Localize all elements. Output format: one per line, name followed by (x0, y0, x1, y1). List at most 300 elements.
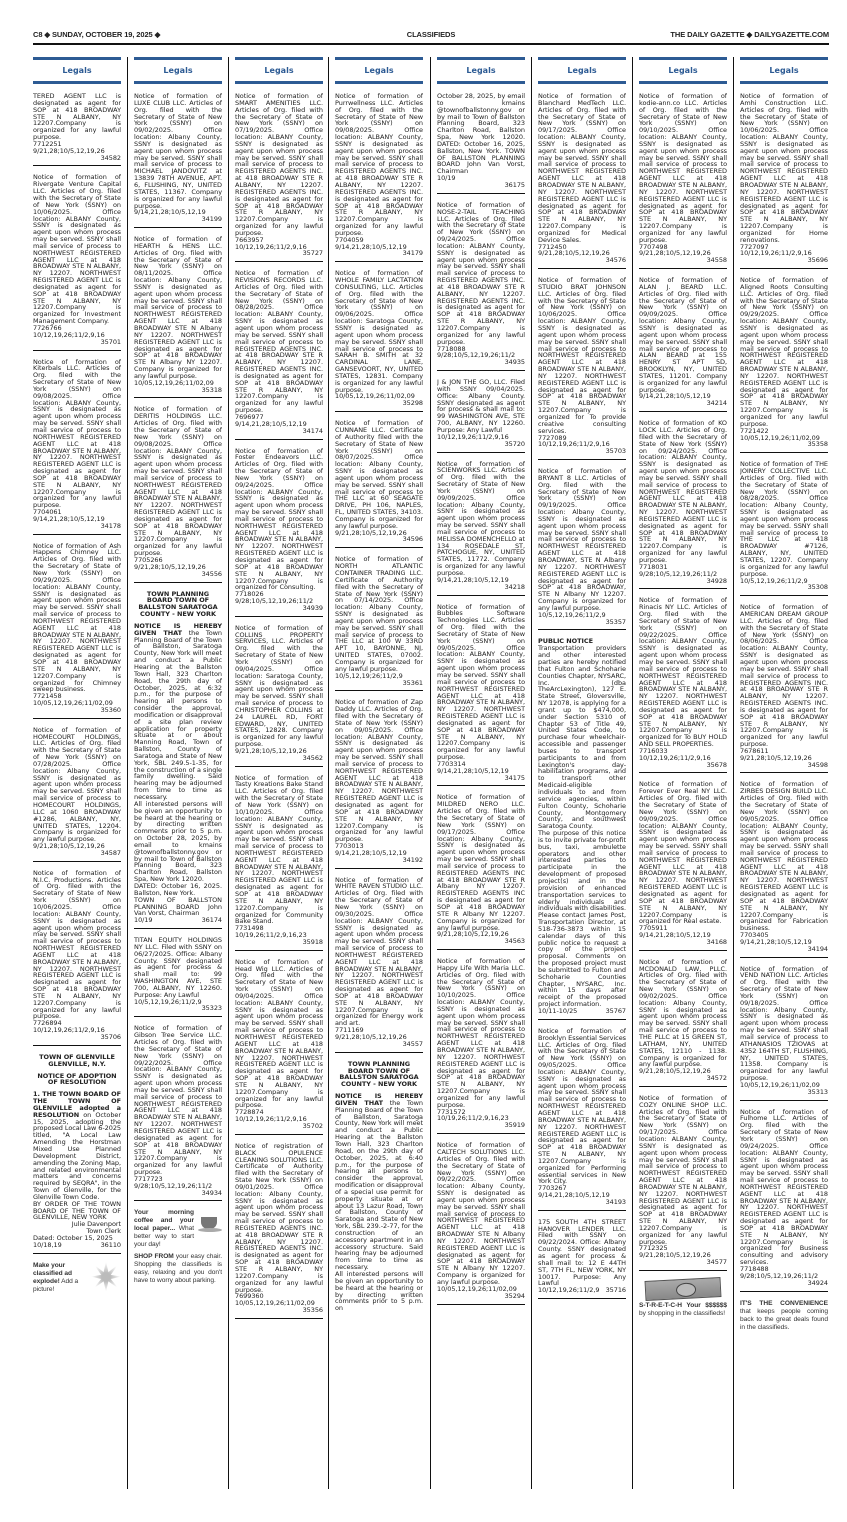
notice-text: Notice of formation of COLLINS PROPERTY SERVICES, LLC. Articles of Org. filed with the Secretary of State of New York (SSNY) on 09/04/2025. Office location: Saratoga County, SSNY is designated as agent upon whom process may be served. SSNY shall mail service of process to CHRISTOPHER COLLINS at 24 LAUREL RD, FORT EDWARD, NY, UNITED STATES, 12828. Company is organized for any lawful purpose. (235, 623, 323, 749)
notice-text (33, 1091, 121, 1201)
section-bar-bottom (134, 81, 222, 84)
notice-run-info (437, 1115, 525, 1129)
section-title: Legals (769, 66, 799, 75)
notice-heading: TOWN PLANNING BOARD TOWN OF BALLSTON SARATOGA COUNTY - NEW YORK (138, 589, 218, 619)
notice-run-info (538, 441, 626, 455)
notice-run-dates: 10/11-10/25 (538, 1007, 578, 1015)
page-header (33, 30, 829, 42)
section-bar-bottom (639, 81, 727, 84)
notice-id: 34192 (402, 855, 423, 864)
notice-run-dates: 9/21,28;10/5,12,19,26 (639, 249, 711, 258)
legal-notice (235, 625, 323, 767)
notice-run-info (134, 564, 222, 578)
ad-headline: Make your classified ad explode! (33, 1261, 72, 1285)
notice-run-dates: 9/14,21,28;10/5,12,19 (437, 575, 509, 584)
notice-run-info (740, 250, 828, 264)
legal-notice (33, 174, 121, 350)
notice-ref-number: 10/19 (437, 174, 456, 183)
notice-ref-number: 7699360 (235, 1292, 264, 1301)
notice-run-info (335, 1034, 423, 1048)
legal-notice (134, 236, 222, 398)
legal-notice (639, 597, 727, 773)
notice-run-dates: 9/28;10/5,12,19,26;11/2 (639, 569, 718, 578)
notice-run-info (235, 421, 323, 435)
notice-run-info (437, 1286, 525, 1300)
legal-notice (538, 638, 626, 1019)
notice-body: on October 15, 2025, adopting the proposed Local Law 6-2025 titled, "A Local Law Amending the Horstman Mixed Use Planned Development District, amending the Zoning Map, and related environmental matters and concerns required by SEQRA", in the Town of Glenville, for the Glenville Town Code. (33, 1110, 121, 1201)
notice-run-dates: 10/12,19,26;11/2,9,16 (740, 249, 812, 258)
legal-notice (134, 591, 222, 930)
notice-run-info (437, 931, 525, 945)
notice-id: 34558 (706, 256, 727, 265)
notice-text: Notice of formation of Blanchard MedTech LLC. Articles of Org. filed with the Secretary of State of New York (SSNY) on 09/17/2025. Office location: ALBANY County, SSNY is designated as agent upon whom process may be served. SSNY shall mail service of process to NORTHWEST REGISTERED AGENT LLC at 418 BROADWAY STE N ALBANY, NY 12207. NORTHWEST REGISTERED AGENT LLC is designated as agent for SOP at 418 BROADWAY STE N ALBANY, NY 12207.Company is organized for Medical Device Sales. (538, 92, 626, 244)
notice-run-info (33, 332, 121, 346)
legal-notice (134, 406, 222, 582)
notice-ref-number: 7703314 (437, 759, 466, 768)
notice-run-dates: 10/18,19 (33, 1240, 62, 1249)
notice-ref-number: 7663957 (235, 235, 264, 244)
column-divider (127, 57, 128, 1489)
notice-text: Notice of formation of VEND NATION LLC. Articles of Org. filed with the Secretary of State of New York (SSNY) on 09/18/2025. Office location: Albany County, SSNY is designated as agent upon whom process may be served. SSNY shall mail service of process to ATHANASIOS TZIOVAS at 4352 164TH ST, FLUSHING, NY, UNITED STATES, 11358. Company is organized for any lawful purpose. (740, 964, 828, 1083)
notice-id: 35703 (605, 447, 626, 456)
classified-ad (33, 1262, 121, 1294)
notice-lead: NOTICE IS HEREBY GIVEN THAT (134, 621, 222, 637)
notice-text-2: All interested persons will be given an opportunity to be heard at the hearing or by directing written comments prior to 5 p.m. on October 28, 2025, by email to kmains @townofballstonny.gov or by mail to Town of Ballston Planning Board, 323 Charlton Road, Ballston Spa, New York 12020. (134, 799, 222, 884)
notice-run-dates: 9/21,28;10/5,12,19,26 (639, 1067, 711, 1076)
ad-text (740, 1300, 828, 1332)
section-title: Legals (163, 66, 193, 75)
notice-id: 35361 (402, 678, 423, 687)
legals-column (335, 57, 423, 1489)
notice-id: 35706 (100, 1033, 121, 1041)
legal-notice (437, 604, 525, 787)
notice-run-info (33, 516, 121, 530)
notice-ref-number: 7721422 (740, 426, 769, 435)
notice-run-dates: 9/21,28;10/5,12,19,26 (33, 146, 105, 155)
notice-run-dates: 10/12,19,26;11/2,9,16 (235, 1115, 307, 1124)
legal-notice (134, 93, 222, 228)
legals-column (134, 57, 222, 1489)
notice-run-dates: 9/14,21,28;10/5,12,19 (740, 937, 812, 946)
notice-text: Notice of formation of Aligned Roots Consulting LLC. Articles of Org. filed with the Secretary of State of New York (SSNY) on 09/29/2025. Office location: ALBANY County, SSNY is designated as agent upon whom process may be served. SSNY shall mail service of process to NORTHWEST REGISTERED AGENT LLC at 418 BROADWAY STE N ALBANY, NY 12207. NORTHWEST REGISTERED AGENT LLC is designated as agent for SOP at 418 BROADWAY STE N ALBANY, NY 12207.Company is organized for any lawful purpose. (740, 276, 828, 428)
notice-id: 34178 (100, 521, 121, 530)
notice-run-info (235, 244, 323, 258)
notice-text: Notice of formation of ALAN J. BEARD LLC. Articles of Org. filed with the Secretary of State of New York (SSNY) on 09/09/2025. Office location: Albany County, SSNY is designated as agent upon whom process may be served. SSNY shall mail service of process to ALAN BEARD at 155 HENRY ST APT 5D, BROOKLYN, NY, UNITED STATES, 11201. Company is organized for any lawful purpose. (639, 276, 727, 394)
notice-ref-number: 7678611 (740, 746, 769, 755)
column-divider (328, 57, 329, 1489)
signer-name: Julie Davenport (71, 1220, 121, 1229)
legal-notice (335, 877, 423, 1053)
notice-ref-number: 7703267 (538, 1184, 567, 1193)
notice-run-dates: 10/12,19,26;11/2,9 (538, 1286, 600, 1295)
notice-id: 35727 (302, 249, 323, 258)
column-divider (733, 57, 734, 1489)
notice-run-dates: 10/5,12,19,26;11/2,9 (134, 997, 202, 1006)
legal-notice (335, 93, 423, 262)
notice-text: Notice of formation of Forever Ever Real NY LLC. Articles of Org. filed with the Secretary of State of New York (SSNY) on 09/09/2025. Office location: ALBANY County, SSNY is designated as agent upon whom process may be served. SSNY shall mail service of process to NORTHWEST REGISTERED AGENT LLC at 418 BROADWAY STE N ALBANY, NY 12207. NORTHWEST REGISTERED AGENT LLC is designated as agent for SOP at 418 BROADWAY STE N ALBANY, NY 12207.Company is organized for Real estate. (639, 780, 727, 926)
notice-run-dates: 9/28;10/5,12,19,26;11/2 (134, 1181, 213, 1190)
notice-run-dates: 10/12,19,26;11/2,9,16 (639, 753, 711, 762)
notice-run-info (740, 755, 828, 769)
notice-id: 35356 (302, 1306, 323, 1315)
notice-id: 36110 (100, 1240, 121, 1249)
legal-notice (235, 448, 323, 617)
notice-run-info (538, 1287, 626, 1294)
notice-run-dates: 9/21,28;10/5,12,19,26 (437, 930, 509, 939)
legal-notice (740, 604, 828, 773)
notice-id: 34576 (605, 256, 626, 265)
notice-run-dates: 9/21,28;10/5,12,19,26 (740, 753, 812, 762)
ad-headline-2: SHOP FROM (134, 1253, 174, 1261)
notice-ref-number: 7727097 (740, 242, 769, 251)
classified-ad (134, 1209, 222, 1285)
notice-run-info (235, 1116, 323, 1130)
legal-notice (538, 93, 626, 269)
coffee-cup-icon (198, 1209, 222, 1233)
notice-run-dates: 9/21,28;10/5,12,19,26 (134, 562, 206, 571)
notice-id: 35294 (504, 1291, 525, 1300)
notice-run-dates: 10/19,26;11/2,9,16,23 (235, 931, 307, 940)
legal-notice (235, 270, 323, 439)
notice-id: 35918 (302, 937, 323, 946)
legal-notice (235, 93, 323, 262)
notice-run-info (639, 1252, 727, 1266)
notice-run-info (740, 1082, 828, 1096)
legal-notice (740, 277, 828, 453)
notice-run-dates: 10/05,12,19,26;11/02,09 (134, 378, 214, 387)
legal-notice (639, 781, 727, 950)
notice-text: 175 SOUTH 4TH STREET HANOVER LENDER LLC. Filed with SSNY on 09/22/2024. Office: Albany County. SSNY designated as agent for process & shall mail to: 12 E 44TH ST, 7TH FL, NEW YORK, NY 10017. Purpose: Any Lawful (538, 1217, 626, 1288)
notice-text: Notice of formation of Kiterbals LLC. Articles of Org. filed with the Secretary of State of New York (SSNY) on 09/08/2025. Office location: ALBANY County, SSNY is designated as agent upon whom process may be served. SSNY shall mail service of process to NORTHWEST REGISTERED AGENT LLC at 418 BROADWAY STE N ALBANY, NY 12207. NORTHWEST REGISTERED AGENT LLC is designated as agent for SOP at 418 BROADWAY STE N ALBANY, NY 12207.Company is organized for any lawful purpose. (33, 357, 121, 510)
notice-id: 34168 (706, 937, 727, 946)
section-title: Legals (62, 66, 92, 75)
notice-run-info (33, 1027, 121, 1041)
notice-text: Notice of formation of Foster Endeavors LLC. Articles of Org. filed with the Secretary of State of New York (SSNY) on 09/24/2025. Office location: ALBANY County, SSNY is designated as agent upon whom process may be served. SSNY shall mail service of process to NORTHWEST REGISTERED AGENT LLC at 418 BROADWAY STE N ALBANY, NY 12207. NORTHWEST REGISTERED AGENT LLC is designated as agent for SOP at 418 BROADWAY STE N ALBANY, NY 12207.Company is organized for Consulting. (235, 446, 323, 592)
notice-run-dates: 9/28;10/5,12,19,26;11/2 (437, 351, 516, 360)
notice-run-dates: 9/21,28;10/5,12,19,26 (639, 1251, 711, 1260)
notice-id: 35298 (402, 399, 423, 408)
section-title: Legals (466, 66, 496, 75)
notice-id: 34199 (201, 215, 222, 224)
column-body (335, 93, 423, 1316)
notice-text: Notice of formation of Amhi Construction LLC. Articles of Org. filed with the Secretary of State of New York (SSNY) on 10/06/2025. Office location: ALBANY County, SSNY is designated as agent upon whom process may be served. SSNY shall mail service of process to NORTHWEST REGISTERED AGENT LLC at 418 BROADWAY STE N ALBANY, NY 12207. NORTHWEST REGISTERED AGENT LLC is designated as agent for SOP at 418 BROADWAY STE N ALBANY, NY 12207.Company is organized for Home renovations. (740, 92, 828, 244)
notice-text: TITAN EQUITY HOLDINGS NY LLC. Filed with SSNY on 06/27/2025. Office: Albany County. SSNY designated as agent for process & shall mail to: 99 WASHINGTON AVE, STE 700, ALBANY, NY 12260. Purpose: Any Lawful (134, 936, 222, 999)
notice-ref-number: 7726766 (33, 324, 62, 332)
notice-id: 34577 (706, 1258, 727, 1267)
notice-id: 35701 (100, 337, 121, 346)
legal-notice (538, 1219, 626, 1299)
notice-ref-number: 7696977 (235, 412, 264, 421)
notice-run-info (740, 578, 828, 592)
notice-id: 35357 (605, 617, 626, 626)
notice-ref-number: 7718088 (437, 344, 466, 353)
section-bar-bottom (538, 81, 626, 84)
notice-text: TERED AGENT LLC is designated as agent for SOP at 418 BROADWAY STE N ALBANY, NY 12207.Company is organized for any lawful purpose. (33, 92, 121, 142)
notice-text: Notice of formation of WHITE RAVEN STUDIO LLC. Articles of Org. filed with the Secretary of State of New York (SSNY) on 09/30/2025. Office location: ALBANY County, SSNY is designated as agent upon whom process may be served. SSNY shall mail service of process to NORTHWEST REGISTERED AGENT LLC at 418 BROADWAY STE N ALBANY, NY 12207. NORTHWEST REGISTERED AGENT LLC is designated as agent for SOP at 418 BROADWAY STE N ALBANY, NY 12207.Company is organized for Energy work and art. (335, 875, 423, 1028)
notice-run-info (437, 182, 525, 189)
notice-subheading: NOTICE OF ADOPTION OF RESOLUTION (37, 1071, 117, 1087)
publication-name: THE DAILY GAZETTE ◆ DAILYGAZETTE.COM (670, 30, 829, 39)
notice-text: Notice of formation of kodie-ann.co LLC. Articles of Org. filed with the Secretary of State of New York (SSNY) on 09/10/2025. Office location: ALBANY County, SSNY is designated as agent upon whom process may be served. SSNY shall mail service of process to NORTHWEST REGISTERED AGENT LLC at 418 BROADWAY STE N ALBANY, NY 12207. NORTHWEST REGISTERED AGENT LLC is designated as agent for SOP at 418 BROADWAY STE N ALBANY, NY 12207.Company is organized for any lawful purpose. (639, 92, 727, 244)
notice-id: 34587 (100, 848, 121, 857)
column-body (740, 93, 828, 1332)
notice-ref-number: 7711169 (335, 1026, 364, 1035)
legal-notice (437, 958, 525, 1134)
column-divider (228, 57, 229, 1489)
legal-notice (639, 959, 727, 1087)
notice-text: October 28, 2025, by email to kmains @townofballstonny.gov or by mail to Town of Ballston Planning Board, 323 Charlton Road, Ballston Spa, New York 12020. DATED: October 16, 2025, Ballston, New York. TOWN OF BALLSTON PLANNING BOARD John Van Vorst, Chairman (437, 92, 525, 176)
notice-id: 34218 (504, 582, 525, 591)
notice-run-dates: 10/05,12,19,26;11/02,09 (740, 433, 820, 442)
section-title: Legals (567, 66, 597, 75)
legal-notice (33, 543, 121, 719)
notice-run-dates: 9/14,21,28;10/5,12,19 (437, 766, 509, 775)
signer-title: Town Clerk (86, 1227, 121, 1236)
notice-run-dates: 10/12,19,26;11/2,9,16 (235, 242, 307, 251)
notice-text: Notice of formation of COZY ONLINE SHOP LLC. Articles of Org. filed with the Secretary of State of New York (SSNY) on 09/17/2025. Office location: ALBANY County, SSNY is designated as agent upon whom process may be served. SSNY shall mail service of process to NORTHWEST REGISTERED AGENT LLC at 418 BROADWAY STE N ALBANY, NY 12207. NORTHWEST REGISTERED AGENT LLC is designated as agent for SOP at 418 BROADWAY STE N ALBANY, NY 12207.Company is organized for any lawful purpose. (639, 1093, 727, 1246)
notice-run-dates: 9/14,21,28;10/5,12,19 (639, 931, 711, 940)
column-divider (632, 57, 633, 1489)
notice-text: Notice of formation of MILDRED NERO LLC. Articles of Org. filed with the Secretary of State of New York (SSNY) on 09/17/2025. Office location: Albany County, SSNY is designated as agent upon whom process may be served. SSNY shall mail service of process to REGISTERED AGENTS INC at 418 BROADWAY STE R Albany NY 12207. REGISTERED AGENTS INC is designated as agent for SOP at 418 BROADWAY STE R Albany NY 12207. Company is organized for any lawful purpose. (437, 793, 525, 932)
column-body (33, 93, 121, 1294)
notice-run-dates: 10/05,12,19,26;11/02,09 (33, 699, 113, 708)
column-body (639, 93, 727, 1318)
notice-run-info (437, 434, 525, 448)
legal-notice (437, 794, 525, 950)
notice-run-info (437, 577, 525, 591)
ad-body: that keeps people coming back to the great deals found in the classifieds. (740, 1307, 828, 1331)
notice-id: 34596 (402, 535, 423, 544)
notice-ref-number: 7721458 (33, 692, 62, 701)
notice-id: 34194 (807, 944, 828, 953)
notice-run-dates: 9/14,21,28;10/5,12,19 (33, 514, 105, 523)
notice-ref-number: 7703013 (335, 842, 364, 851)
notice-run-info (740, 939, 828, 953)
column-body (134, 93, 222, 1285)
ad-headline: Your morning coffee and your local paper... (134, 1209, 194, 1233)
notice-ref-number: 7731572 (437, 1107, 466, 1116)
notice-id: 34179 (402, 249, 423, 258)
legal-notice (639, 420, 727, 589)
notice-run-dates: 10/05,12,19,26;11/02,09 (437, 1284, 517, 1293)
notice-text: Notice of formation of Rinacis NY LLC. Articles of Org. filed with the Secretary of State of New York (SSNY) on 09/22/2025. Office location: ALBANY County, SSNY is designated as agent upon whom process may be served. SSNY shall mail service of process to NORTHWEST REGISTERED AGENT LLC at 418 BROADWAY STE N ALBANY, NY 12207. NORTHWEST REGISTERED AGENT LLC is designated as agent for SOP at 418 BROADWAY STE N ALBANY, NY 12207.Company is organized for To BUY HOLD AND SELL PROPERTIES. (639, 596, 727, 749)
notice-id: 34175 (504, 773, 525, 782)
notice-run-info (134, 380, 222, 394)
notice-run-info (639, 755, 727, 769)
notice-body: the Town Planning Board of the Town of Ballston, Saratoga County, New York will meet and conduct a Public Hearing at the Ballston Town Hall, 323 Charlton Road, on the 29th day of October, 2025, at 6:40 p.m., for the purpose of hearing all persons to consider the approval, modification or disapproval of a special use permit for property situate at or about 13 Lazur Road, Town of Ballston, County of Saratoga and State of New York, SBL 239.-2-77, for the construction of an accessory apartment in an accessory structure. Said hearing may be adjourned from time to time as necessary. (335, 1098, 423, 1272)
notice-ref-number: 7712251 (33, 139, 62, 148)
notice-run-info (134, 917, 222, 924)
notice-run-dates: 10/5,12,19,26;11/2,9 (740, 576, 808, 585)
notice-run-info (437, 768, 525, 782)
notice-text: Notice of formation of CALTECH SOLUTIONS LLC. Articles of Org. filed with the Secretary of State of New York (SSNY) on 09/22/2025. Office location: Albany County, SSNY is designated as agent upon whom process may be served. SSNY shall mail service of process to NORTHWEST REGISTERED AGENT LLC at 418 BROADWAY STE N Albany NY 12207. NORTHWEST REGISTERED AGENT LLC is designated as agent for SOP at 418 BROADWAY STE N Albany NY 12207. Company is organized for any lawful purpose. (437, 1141, 525, 1286)
legal-notice (335, 270, 423, 412)
notice-text: Notice of formation of ZIRBES DESIGN BUILD LLC. Articles of Org. filed with the Secretary of State of New York (SSNY) on 09/05/2025. Office location: ALBANY County, SSNY is designated as agent upon whom process may be served. SSNY shall mail service of process to NORTHWEST REGISTERED AGENT LLC at 418 BROADWAY STE N ALBANY, NY 12207. NORTHWEST REGISTERED AGENT LLC is designated as agent for SOP at 418 BROADWAY STE N ALBANY, NY 12207.Company is organized for Fabrication business. (740, 780, 828, 933)
notice-text: Notice of formation of HOMECOURT HOLDINGS, LLC. Articles of Org. filed with the Secretary of State of New York (SSNY) on 07/28/2025. Office location: Albany County, SSNY is designated as agent upon whom process may be served. SSNY shall mail service of process to HOMECOURT HOLDINGS, LLC at 1060 BROADWAY #1286, ALBANY, NY, UNITED STATES, 12204. Company is organized for any lawful purpose. (33, 725, 121, 844)
section-bar-bottom (235, 81, 323, 84)
notice-id: 34939 (302, 603, 323, 612)
legal-notice (740, 1109, 828, 1292)
section-title: Legals (668, 66, 698, 75)
notice-text: Notice of formation of NORTH ATLANTIC CONTAINER TRADING LLC. Certificate of Authority filed with the Secretary of State of New York (SSNY) on 07/14/2025. Office location: Albany County, SSNY is designated as agent upon whom process may be served. SSNY shall mail service of process to THE LLC at 100 W 33RD APT 10, BAYONNE, NJ, UNITED STATES, 07002. Company is organized for any lawful purpose. (335, 555, 423, 673)
notice-text: Notice of formation of N.I.C. Productions. Articles of Org. filed with the Secretary of State of New York (SSNY) on 10/06/2025. Office location: ALBANY County, SSNY is designated as agent upon whom process may be served. SSNY shall mail service of process to NORTHWEST REGISTERED AGENT LLC at 418 BROADWAY STE N ALBANY, NY 12207. NORTHWEST REGISTERED AGENT LLC is designated as agent for SOP at 418 BROADWAY STE N ALBANY, NY 12207.Company is organized for any lawful purpose. (33, 868, 121, 1021)
section-bar-bottom (437, 81, 525, 84)
ad-headline: S-T-R-E-T-C-H Your $$$$$$ (639, 1302, 727, 1309)
legals-column (33, 57, 121, 1489)
notice-ref-number: 7716033 (639, 746, 668, 755)
notice-run-info (134, 1183, 222, 1197)
legal-notice (538, 468, 626, 630)
notice-run-info (235, 932, 323, 946)
column-body (235, 93, 323, 1319)
notice-text: Notice of formation of Tasty Kreations Bake Stand LLC. Articles of Org. filed with the Secretary of State of New York (SSNY) on 10/10/2025. Office location: ALBANY County, SSNY is designated as agent upon whom process may be served. SSNY shall mail service of process to NORTHWEST REGISTERED AGENT LLC at 418 BROADWAY STE N ALBANY, NY 12207. NORTHWEST REGISTERED AGENT LLC is designated as agent for SOP at 418 BROADWAY STE N ALBANY, NY 12207.Company is organized for Community Bake Stand. (235, 773, 323, 926)
notice-run-info (33, 1242, 121, 1249)
notice-run-info (538, 1192, 626, 1206)
notice-text: Notice of formation of HEARTH & HENS LLC. Articles of Org. filed with the Secretary of State of New York (SSNY) on 08/11/2025. Office location: Albany County, SSNY is designated as agent upon whom process may be served. SSNY shall mail service of process to NORTHWEST REGISTERED AGENT LLC at 418 BROADWAY STE N Albany NY 12207. NORTHWEST REGISTERED AGENT LLC is designated as agent for SOP at 418 BROADWAY STE N Albany NY 12207. Company is organized for any lawful purpose. (134, 235, 222, 380)
notice-ref-number: 7718026 (235, 590, 264, 599)
notice-run-info (639, 250, 727, 264)
header-rule (33, 43, 829, 45)
notice-ref-number: 7718031 (639, 562, 668, 571)
notice-lead: 1. THE TOWN BOARD OF THE TOWN OF GLENVILLE adopted a RESOLUTION (33, 1090, 121, 1119)
notice-id: 35720 (504, 439, 525, 448)
legal-notice (33, 93, 121, 166)
notice-text: Notice of formation of Bubbles Software Technologies LLC. Articles of Org. filed with the Secretary of State of New York (SSNY) on 09/05/2025. Office location: ALBANY County, SSNY is designated as agent upon whom process may be served. SSNY shall mail service of process to NORTHWEST REGISTERED AGENT LLC at 418 BROADWAY STE N ALBANY, NY 12207. NORTHWEST REGISTERED AGENT LLC is designated as agent for SOP at 418 BROADWAY STE N ALBANY, NY 12207.Company is organized for any lawful purpose. (437, 602, 525, 762)
notice-text: Notice of formation of Ash Happens Chimney LLC. Articles of Org. filed with the Secretary of State of New York (SSNY) on 09/29/2025. Office location: ALBANY County, SSNY is designated as agent upon whom process may be served. SSNY shall mail service of process to NORTHWEST REGISTERED AGENT LLC at 418 BROADWAY STE N ALBANY, NY 12207. NORTHWEST REGISTERED AGENT LLC is designated as agent for SOP at 418 BROADWAY STE N ALBANY, NY 12207.Company is organized for Chimney sweep business. (33, 541, 121, 694)
notice-run-dates: 10/05,12,19,26;11/02,09 (335, 392, 415, 401)
notice-text: Notice of formation of KO LOCK LLC. Articles of Org. filed with the Secretary of State of New York (SSNY) on 09/24/2025. Office location: ALBANY County, SSNY is designated as agent upon whom process may be served. SSNY shall mail service of process to NORTHWEST REGISTERED AGENT LLC at 418 BROADWAY STE N ALBANY, NY 12207. NORTHWEST REGISTERED AGENT LLC is designated as agent for SOP at 418 BROADWAY STE N ALBANY, NY 12207.Company is organized for any lawful purpose. (639, 419, 727, 564)
notice-run-dates: 10/19,26;11/2,9,16,23 (437, 1114, 509, 1123)
notice-text: Notice of formation of AMERICAN DREAM GROUP LLC. Articles of Org. filed with the Secretary of State of New York (SSNY) on 08/06/2025. Office location: ALBANY County, SSNY is designated as agent upon whom process may be served. SSNY shall mail service of process to REGISTERED AGENTS INC. at 418 BROADWAY STE R ALBANY, NY 12207. REGISTERED AGENTS INC. is designated as agent for SOP at 418 BROADWAY STE R ALBANY, NY 12207.Company is organized for any lawful purpose. (740, 603, 828, 749)
notice-run-dates: 10/5,12,19;26;11/2,9 (335, 671, 403, 680)
notice-dated: Dated: October 15, 2025 (33, 1233, 113, 1242)
notice-run-info (639, 393, 727, 407)
legal-notice (740, 781, 828, 957)
notice-ref-number: 7718488 (740, 1265, 769, 1273)
notice-run-dates: 9/21,28;10/5,12,19,26 (538, 249, 610, 258)
notice-text: Notice of formation of Happy Life With Maria LLC. Articles of Org. filed with the Secretary of State of New York (SSNY) on 10/10/2025. Office location: ALBANY County, SSNY is designated as agent upon whom process may be served. SSNY shall mail service of process to NORTHWEST REGISTERED AGENT LLC at 418 BROADWAY STE N ALBANY, NY 12207. NORTHWEST REGISTERED AGENT LLC is designated as agent for SOP at 418 BROADWAY STE N ALBANY, NY 12207.Company is organized for any lawful purpose. (437, 957, 525, 1109)
ad-body: What better way to start your day! (134, 1225, 194, 1249)
notice-run-info (639, 932, 727, 946)
notice-run-dates: 9/14,21,28;10/5,12,19 (134, 208, 206, 217)
notice-text: Notice of formation of Rivergate Venture Capital LLC. Articles of Org. filed with the Secretary of State of New York (SSNY) on 10/06/2025. Office location: ALBANY County, SSNY is designated as agent upon whom process may be served. SSNY shall mail service of process to NORTHWEST REGISTERED AGENT LLC at 418 BROADWAY STE N ALBANY, NY 12207. NORTHWEST REGISTERED AGENT LLC is designated as agent for SOP at 418 BROADWAY STE N ALBANY, NY 12207.Company is organized for Investment Management Company. (33, 173, 121, 326)
legals-column (538, 57, 626, 1489)
notice-run-dates: 9/14,21,28;10/5,12,19 (235, 419, 307, 428)
classified-ad (740, 1300, 828, 1332)
legals-column (639, 57, 727, 1489)
notice-ref-number: 7726894 (33, 1019, 62, 1028)
legal-notice (235, 959, 323, 1135)
column-divider (430, 57, 431, 1489)
notice-run-dates: 10/12,19,26;11/2,9,16 (437, 432, 509, 441)
notice-text: Notice of formation of Gibson Tree Service LLC. Articles of Org. filed with the Secretary of State of New York (SSNY) on 09/22/2025. Office location: ALBANY County, SSNY is designated as agent upon whom process may be served. SSNY shall mail service of process to NORTHWEST REGISTERED AGENT LLC at 418 BROADWAY STE N ALBANY, NY 12207. NORTHWEST REGISTERED AGENT LLC is designated as agent for SOP at 418 BROADWAY STE N ALBANY, NY 12207.Company is organized for any lawful purpose. (134, 1024, 222, 1177)
notice-id: 35919 (504, 1121, 525, 1130)
legal-notice (437, 1142, 525, 1304)
section-bar-bottom (33, 81, 121, 84)
notice-id: 34563 (504, 937, 525, 946)
notice-text: Notice of formation of CUNNANE LLC. Certificate of Authority filed with the Secretary of State of New York (SSNY) on 08/07/2025. Office location: Albany County, SSNY is designated as agent upon whom process may be served. SSNY shall mail service of process to THE LLC at 60 SEAGATE DRIVE, PH 106, NAPLES, FL, UNITED STATES, 34103. Company is organized for any lawful purpose. (335, 419, 423, 530)
notice-text-2: All interested persons will be given an opportunity to be heard at the hearing or by directing written comments prior to 5 p.m. on (335, 1270, 423, 1313)
notice-text: Notice of formation of WHOLE FAMILY LACTATION CONSULTING, LLC. Articles of Org. filed with the Secretary of State of New York (SSNY) on 09/06/2025. Office location: Saratoga County, SSNY is designated as agent upon whom process may be served. SSNY shall mail service of process to SARAH B. SMITH at 32 CARDINAL LANE, GANSEVOORT, NY, UNITED STATES, 12831. Company is organized for any lawful purpose. (335, 269, 423, 394)
notice-run-info (335, 673, 423, 687)
legal-notice (335, 556, 423, 691)
notice-id: 34582 (100, 153, 121, 162)
notice-id: 35323 (201, 1004, 222, 1013)
legal-notice (335, 1061, 423, 1316)
notice-text: Notice of registration of BLACK OPULENCE CLEANING SOLUTIONS LLC. Certificate of Authority filed with the Secretary of State New York (SSNY) on 09/01/2025. Office location: Albany County, SSNY is designated as agent upon whom process may be served. SSNY shall mail service of process to REGISTERED AGENTS INC. at 418 BROADWAY STE R ALBANY, NY 12207. REGISTERED AGENTS INC. is designated as agent for SOP at 418 BROADWAY STE R ALBANY, NY 12207.Company is organized for any lawful purpose. (235, 1141, 323, 1294)
notice-text: Notice of formation of Head Wig LLC. Articles of Org. filed with the Secretary of State of New York (SSNY) on 09/04/2025. Office location: ALBANY County, SSNY is designated as agent upon whom process may be served. SSNY shall mail service of process to NORTHWEST REGISTERED AGENT LLC at 418 BROADWAY STE N ALBANY, NY 12207. NORTHWEST REGISTERED AGENT LLC is designated as agent for SOP at 418 BROADWAY STE N ALBANY, NY 12207.Company is organized for any lawful purpose. (235, 957, 323, 1110)
ad-text (639, 1302, 727, 1318)
legal-notice (235, 775, 323, 951)
notice-run-dates: 9/21,28;10/5,12,19,26 (33, 842, 105, 851)
notice-text (134, 623, 222, 801)
notice-id: 34193 (605, 1197, 626, 1206)
dollar-bill-icon (645, 1277, 722, 1301)
classified-ad (639, 1279, 727, 1318)
notice-order: BY ORDER OF THE TOWN BOARD OF THE TOWN OF GLENVILLE, NEW YORK (33, 1199, 121, 1222)
legal-notice (740, 93, 828, 269)
notice-board: TOWN OF BALLSTON PLANNING BOARD John Van Vorst, Chairman (134, 895, 222, 918)
notice-run-dates: 10/05,12,19,26;11/02,09 (740, 1080, 820, 1089)
notice-id: 35308 (807, 583, 828, 592)
notice-id: 34572 (706, 1074, 727, 1083)
notice-id: 35360 (100, 705, 121, 714)
notice-run-info (335, 244, 423, 258)
legal-notice (235, 1143, 323, 1319)
notice-run-info (437, 352, 525, 366)
column-body (437, 93, 525, 1305)
notice-ref-number: 7731498 (235, 924, 264, 933)
notice-text: Notice of formation of Fulhome LLC. Articles of Org. filed with the Secretary of State of New York (SSNY) on 09/24/2025. Office location: ALBANY County, SSNY is designated as agent upon whom process may be served. SSNY shall mail service of process to NORTHWEST REGISTERED AGENT LLC at 418 BROADWAY STE N ALBANY, NY 12207. NORTHWEST REGISTERED AGENT LLC is designated as agent for SOP at 418 BROADWAY STE N ALBANY, NY 12207.Company is organized for Business consulting and advisory services. (740, 1107, 828, 1267)
notice-run-dates: 10/12,19,26;11/2,9,16 (33, 330, 105, 339)
notice-run-dates: 9/14,21,28;10/5,12,19 (639, 392, 711, 401)
column-divider (531, 57, 532, 1489)
notice-text: Notice of formation of Brooklyn Essential Services LLC. Articles of Org. filed with the Secretary of State of New York (SSNY) on 09/05/2025. Office location: ALBANY County, SSNY is designated as agent upon whom process may be served. SSNY shall mail service of process to NORTHWEST REGISTERED AGENT LLC at 418 BROADWAY STE N ALBANY, NY 12207. NORTHWEST REGISTERED AGENT LLC is designated as agent for SOP at 418 BROADWAY STE N ALBANY, NY 12207.Company is organized for Performing essential services in New York City. (538, 1026, 626, 1186)
notice-id: 34928 (706, 576, 727, 585)
notice-run-info (335, 393, 423, 407)
notice-run-info (33, 700, 121, 714)
notice-run-info (538, 250, 626, 264)
notice-run-dates: 9/21,28;10/5,12,19,26 (335, 528, 407, 537)
notice-run-info (134, 209, 222, 223)
ad-headline: IT'S THE CONVENIENCE (740, 1299, 828, 1307)
notice-run-info (235, 748, 323, 762)
legal-notice (639, 1095, 727, 1271)
notice-id: 34924 (807, 1278, 828, 1287)
notice-id: 35358 (807, 440, 828, 449)
notice-run-info (335, 850, 423, 864)
legals-column (740, 57, 828, 1489)
notice-run-dates: 9/21,28;10/5,12,19,26 (335, 1033, 407, 1041)
notice-ref-number: 7703405 (740, 931, 769, 940)
notice-run-info (639, 571, 727, 585)
notice-text: Notice of formation of Purrwellness LLC. Articles of Org. filed with the Secretary of State of New York (SSNY) on 09/08/2025. Office location: ALBANY County, SSNY is designated as agent upon whom process may be served. SSNY shall mail service of process to REGISTERED AGENTS INC. at 418 BROADWAY STE R ALBANY, NY 12207. REGISTERED AGENTS INC. is designated as agent for SOP at 418 BROADWAY STE R ALBANY, NY 12207.Company is organized for any lawful purpose. (335, 92, 423, 237)
notice-text: Notice of formation of STUDIO BRAT JOHNSON LLC. Articles of Org. filed with the Secretary of State of New York (SSNY) on 10/06/2025. Office location: ALBANY County, SSNY is designated as agent upon whom process may be served. SSNY shall mail service of process to NORTHWEST REGISTERED AGENT LLC at 418 BROADWAY STE N ALBANY, NY 12207. NORTHWEST REGISTERED AGENT LLC is designated as agent for SOP at 418 BROADWAY STE N ALBANY, NY 12207.Company is organized for To provide creative consulting services. (538, 276, 626, 435)
notice-run-dates: 10/05,12,19,26;11/02,09 (235, 1299, 315, 1308)
ad-body: by shopping in the classifieds! (639, 1310, 726, 1317)
legal-notice (538, 1028, 626, 1211)
notice-ref-number: 7727089 (538, 433, 567, 442)
notice-heading: PUBLIC NOTICE (538, 637, 593, 646)
notice-ref-number: 7705266 (134, 556, 163, 564)
notice-text: Notice of formation of BRYANT 8 LLC. Articles of Org. filed with the Secretary of State of New York (SSNY) on 09/19/2025. Office location: Albany County, SSNY is designated as agent upon whom process may be served. SSNY shall mail service of process to NORTHWEST REGISTERED AGENT LLC at 418 BROADWAY, STE N Albany NY 12207. NORTHWEST REGISTERED AGENT LLC is designated as agent for SOP at 418 BROADWAY, STE N Albany NY 12207. Company is organized for any lawful purpose. (538, 467, 626, 612)
notice-heading: TOWN OF GLENVILLE GLENVILLE, N.Y. (39, 1052, 115, 1068)
legal-notice (639, 93, 727, 269)
notice-text: J & JON THE GO, LLC. Filed with SSNY 09/04/2025. Office: Albany County. SSNY designated as agent for process & shall mail to: 99 WASHINGTON AVE, STE 700, ALBANY, NY 12260. Purpose: Any Lawful (437, 378, 525, 434)
notice-ref-number: 7704059 (335, 235, 364, 244)
notice-id: 34556 (201, 569, 222, 578)
notice-id: 34598 (807, 760, 828, 769)
